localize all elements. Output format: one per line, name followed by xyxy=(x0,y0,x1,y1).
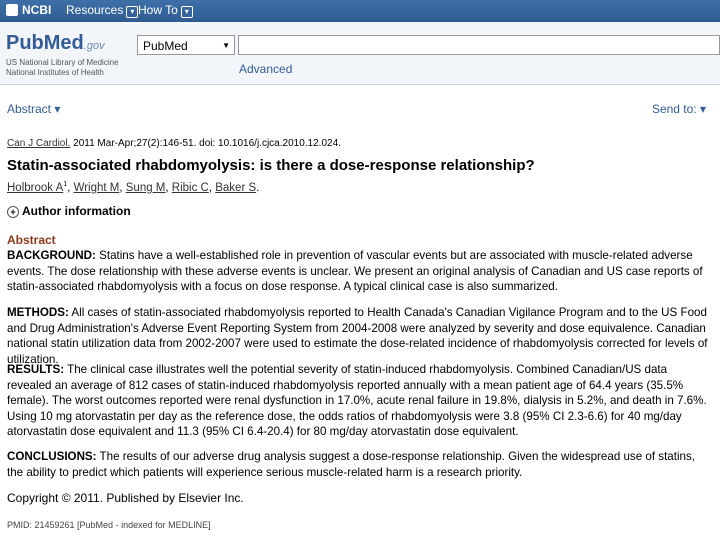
how-to-menu[interactable]: How To ▾ xyxy=(138,3,193,18)
chevron-down-icon: ▾ xyxy=(181,6,193,18)
format-menu[interactable]: Abstract ▾ xyxy=(7,102,61,116)
author-link[interactable]: Baker S xyxy=(215,181,257,194)
abstract-heading: Abstract xyxy=(7,233,56,247)
article-title: Statin-associated rhabdomyolysis: is there a dose-response relationship? xyxy=(7,157,535,174)
abstract-background: BACKGROUND: Statins have a well-established role in prevention of vascular events but are associated with muscle-related adverse events. The dose relationship with these adverse events is unclear. We present an original analysis of Canadian and US case reports of statin-associated rhabdomyolysis with a focus on dose response. A typical clinical case is also summarized. xyxy=(7,249,703,293)
ncbi-top-bar xyxy=(0,0,720,22)
affiliation-sup: 1 xyxy=(63,181,68,188)
abstract-conclusions: CONCLUSIONS: The results of our adverse drug analysis suggest a dose-response relationship. Given the widespread use of statins, the ability to predict which patients will experience serious muscle-related harm is a research priority. xyxy=(7,450,696,479)
dropdown-arrow-icon: ▼ xyxy=(222,41,230,50)
pubmed-logo[interactable]: PubMed.gov xyxy=(6,32,105,54)
citation: Can J Cardiol. 2011 Mar-Apr;27(2):146-51. doi: 10.1016/j.cjca.2010.12.024. xyxy=(7,138,341,149)
author-link[interactable]: Sung M xyxy=(125,181,166,194)
copyright-text: Copyright © 2011. Published by Elsevier Inc. xyxy=(7,491,244,505)
chevron-down-icon: ▾ xyxy=(126,6,138,18)
journal-link[interactable]: Can J Cardiol. xyxy=(7,138,71,149)
display-options-bar xyxy=(0,98,720,120)
send-to-menu[interactable]: Send to: ▾ xyxy=(651,102,706,116)
resources-menu[interactable]: Resources ▾ xyxy=(66,3,138,18)
advanced-search-link[interactable]: Advanced xyxy=(239,62,293,76)
author-link[interactable]: Ribic C xyxy=(171,181,209,194)
abstract-results: RESULTS: The clinical case illustrates well the potential severity of statin-induced rhabdomyolysis. Combined Canadian/US data revealed an average of 812 cases of statin-induced rhabdomyolysis reported annually with a mean patient age of 64.4 years (35.5% female). The worst outcomes reported were renal dysfunction in 17.0%, acute renal failure in 19.8%, dialysis in 5.2%, and death in 7.6%. Using 10 mg atorvastatin per day as the reference dose, the odds ratios of rhabdomyolysis were 3.8 (95% CI 2.3-6.6) for 40 mg/day atorvastatin dose equivalent and 11.3 (95% CI 6.4-20.4) for 80 mg/day atorvastatin dose equivalent. xyxy=(7,363,707,438)
pmid-text: PMID: 21459261 [PubMed - indexed for MEDLINE] xyxy=(7,520,211,530)
pubmed-header xyxy=(0,22,720,85)
ncbi-home-link[interactable]: NCBI xyxy=(6,3,51,17)
abstract-methods: METHODS: All cases of statin-associated rhabdomyolysis reported to Health Canada's Canadian Vigilance Program and to the US Food and Drug Administration's Adverse Event Reporting System from 2004-2008 were analyzed by severity and dose equivalence. Canadian national statin utilization data from 2002-2007 were used to estimate the dose-related incidence of rhabdomyolysis corrected for levels of utilization. xyxy=(7,306,708,366)
author-information-toggle[interactable]: + Author information xyxy=(7,204,131,218)
author-list: Holbrook $A^1$, Wright M, Sung M, Ribic C, Baker S. xyxy=(7,181,260,194)
author-link[interactable]: Holbrook A xyxy=(7,181,64,194)
institution-text: US National Library of Medicine National Institutes of Health xyxy=(6,58,119,77)
ncbi-logo-icon xyxy=(6,4,18,16)
expand-plus-icon: + xyxy=(7,206,19,218)
search-input[interactable] xyxy=(238,35,720,55)
database-select[interactable]: PubMed ▼ xyxy=(137,35,235,55)
author-link[interactable]: Wright M xyxy=(73,181,120,194)
